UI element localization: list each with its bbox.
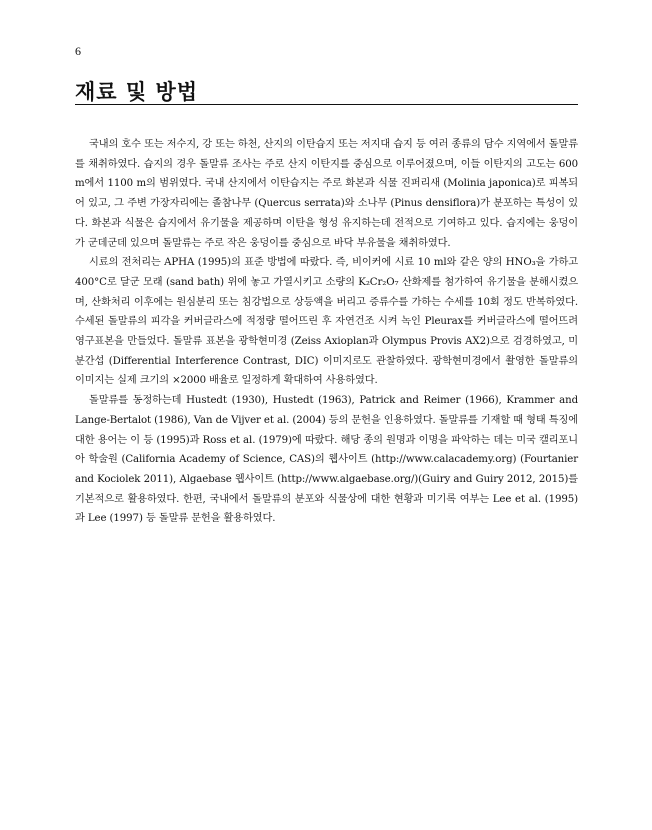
p1-sentence-4: 화본과 식물은 습지에서 유기물을 제공하며 이탄을 형성 유지하는데 전적으로 기여하고 있다.	[91, 217, 503, 229]
p1-sentence-5: 습지에는 웅덩이가 군데군데 있으며 돌말류는 주로 작은 웅덩이를 중심으로 바닥 부유물을 채취하였다.	[75, 217, 579, 249]
p1-sentence-2: 습지의 경우 돌말류 조사는 주로 산지 이탄지를 중심으로 이루어졌으며, 이들 이탄지의 고도는 600 m에서 1100 m의 범위였다.	[75, 158, 578, 190]
p1-sentence-1: 국내의 호수 또는 저수지, 강 또는 하천, 산지의 이탄습지 또는 저지대 습지 등 여러 종류의 담수 지역에서 돌말류를 채취하였다.	[75, 139, 578, 170]
p2-sentence-5: 광학현미경에서 촬영한 돌말류의 이미지는 실제 크기의 ×2000 배율로 일정하게 확대하여 사용하였다.	[75, 355, 578, 387]
p3-sentence-2: 돌말류를 기재할 때 형태 특징에 대한 용어는 이 등 (1995)과 Ross et al. (1979)에 따랐다.	[75, 414, 579, 446]
paragraph-2	[75, 253, 578, 391]
page-number: 6	[75, 44, 81, 58]
p3-sentence-4: 한편, 국내에서 돌말류의 분포와 식물상에 대한 현황과 미기록 여부는 Lee et al. (1995)과 Lee (1997) 등 돌말류 문헌을 활용하였다.	[75, 493, 579, 525]
p3-sentence-3: 해당 종의 원명과 이명을 파악하는 데는 미국 캘리포니아 학술원 (California Academy of Science, CAS)의 웹사이트 (http://www.calacademy.org) (Fourtanier and Kociolek 2011), Algaebase 웹사이트 (http://www.algaebase.org/)(Guiry and Guiry 2012, 2015)를 기본적으로 활용하였다.	[75, 434, 578, 505]
p2-sentence-1: 시료의 전처리는 APHA (1995)의 표준 방법에 따랐다.	[89, 257, 333, 269]
p1-sentence-3: 국내 산지에서 이탄습지는 주로 화본과 식물 진퍼리새 (Molinia japonica)로 피복되어 있고, 그 주변 가장자리에는 졸참나무 (Quercus serrata)와 소나무 (Pinus densiflora)가 분포하는 특성이 있다.	[75, 178, 578, 229]
body-text	[75, 135, 578, 529]
paragraph-1	[75, 135, 578, 253]
p2-sentence-2: 즉, 비이커에 시료 10 ml와 같은 양의 HNO₃을 가하고 400°C로 달군 모래 (sand bath) 위에 놓고 가열시키고 소량의 K₂Cr₂O₇ 산화제를 첨가하여 유기물을 분해시켰으며, 산화처리 이후에는 원심분리 또는 침강법으로 상등액을 버리고 증류수를 가하는 수세를 10회 정도 반복하였다.	[75, 257, 579, 308]
p3-sentence-1: 돌말류를 동정하는데 Hustedt (1930), Hustedt (1963), Patrick and Reimer (1966), Krammer and Lange-Bertalot (1986), Van de Vijver et al. (2004) 등의 문헌을 인용하였다.	[75, 395, 578, 426]
title-rule	[75, 104, 578, 105]
p2-sentence-4: 돌말류 표본을 광학현미경 (Zeiss Axioplan과 Olympus Provis AX2)으로 검경하였고, 미분간섭 (Differential Interference Contrast, DIC) 이미지로도 관찰하였다.	[75, 336, 579, 367]
p2-sentence-3: 수세된 돌말류의 피각을 커버글라스에 적정량 떨어뜨린 후 자연건조 시켜 녹인 Pleurax를 커버글라스에 떨어뜨려 영구표본을 만들었다.	[75, 316, 578, 348]
paragraph-3	[75, 391, 578, 529]
section-title: 재료 및 방법	[75, 79, 199, 104]
